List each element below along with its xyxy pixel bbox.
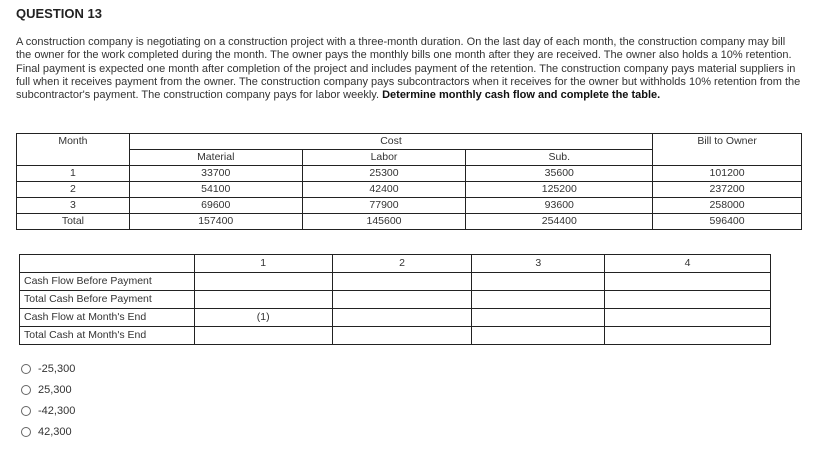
- table-cell: [194, 291, 332, 309]
- header-cost: Cost: [129, 134, 652, 150]
- table-cell: [472, 327, 605, 345]
- header-col-1: 1: [194, 255, 332, 273]
- table-row: [20, 291, 771, 309]
- cell-bill: 237200: [653, 182, 802, 198]
- cell-sub: 254400: [466, 214, 653, 230]
- cash-flow-table: [19, 254, 771, 345]
- cell-sub: 125200: [466, 182, 653, 198]
- answer-option[interactable]: [21, 358, 75, 379]
- header-col-2: 2: [332, 255, 472, 273]
- radio-button-icon[interactable]: [21, 364, 31, 374]
- answer-option-label[interactable]: -25,300: [38, 362, 76, 375]
- answer-option-label[interactable]: 25,300: [38, 383, 72, 396]
- radio-button-icon[interactable]: [21, 385, 31, 395]
- cell-month: Total: [17, 214, 130, 230]
- row-label: Cash Flow at Month's End: [20, 309, 195, 327]
- table-cell: [472, 273, 605, 291]
- table-cell: [472, 291, 605, 309]
- cell-material: 54100: [129, 182, 302, 198]
- table-row: [20, 309, 771, 327]
- cell-month: 2: [17, 182, 130, 198]
- header-labor: Labor: [302, 150, 466, 166]
- radio-button-icon[interactable]: [21, 406, 31, 416]
- header-sub: Sub.: [466, 150, 653, 166]
- question-instruction: Determine monthly cash flow and complete the table.: [382, 89, 661, 102]
- table-cell-blank-1: (1): [194, 309, 332, 327]
- header-month: Month: [17, 134, 130, 166]
- table-cell: [194, 273, 332, 291]
- question-title: QUESTION 13: [16, 6, 102, 21]
- row-label: Cash Flow Before Payment: [20, 273, 195, 291]
- cell-labor: 42400: [302, 182, 466, 198]
- answer-options: [21, 358, 75, 442]
- answer-option-label[interactable]: 42,300: [38, 425, 72, 438]
- table-cell: [605, 273, 771, 291]
- table-row: [17, 198, 802, 214]
- table-cell: [332, 273, 472, 291]
- cell-labor: 77900: [302, 198, 466, 214]
- cell-month: 1: [17, 166, 130, 182]
- header-material: Material: [129, 150, 302, 166]
- table-row: [17, 182, 802, 198]
- header-col-3: 3: [472, 255, 605, 273]
- table-cell: [605, 291, 771, 309]
- answer-option[interactable]: [21, 400, 75, 421]
- table-cell: [472, 309, 605, 327]
- cell-material: 157400: [129, 214, 302, 230]
- answer-option[interactable]: [21, 421, 75, 442]
- header-empty: [20, 255, 195, 273]
- row-label: Total Cash at Month's End: [20, 327, 195, 345]
- cell-bill: 596400: [653, 214, 802, 230]
- table-row: [17, 166, 802, 182]
- table-row-total: [17, 214, 802, 230]
- table-cell: [605, 327, 771, 345]
- table-cell: [332, 291, 472, 309]
- cost-table-header-row: [17, 134, 802, 150]
- cell-material: 69600: [129, 198, 302, 214]
- table-row: [20, 327, 771, 345]
- answer-option-label[interactable]: -42,300: [38, 404, 76, 417]
- table-cell: [332, 327, 472, 345]
- cell-month: 3: [17, 198, 130, 214]
- cell-labor: 145600: [302, 214, 466, 230]
- cash-table-header-row: [20, 255, 771, 273]
- question-body: A construction company is negotiating on a construction project with a three-month duration. On the last day of each month, the construction company may bill the owner for the work completed during the month. The owner pays the monthly bills one month after they are received. The owner also holds a 10% retention. Final payment is expected one month after completion of the project and includes payment of the retention. The construction company pays material suppliers in full when it receives payment from the owner. The construction company pays subcontractors when it receives for the owner but withholds 10% retention from the subcontractor's payment. The construction company pays for labor weekly.: [16, 36, 801, 102]
- question-text: [16, 36, 802, 102]
- table-row: [20, 273, 771, 291]
- table-cell: [605, 309, 771, 327]
- cell-bill: 258000: [653, 198, 802, 214]
- table-cell: [194, 327, 332, 345]
- cell-sub: 35600: [466, 166, 653, 182]
- cell-material: 33700: [129, 166, 302, 182]
- cell-bill: 101200: [653, 166, 802, 182]
- cell-labor: 25300: [302, 166, 466, 182]
- row-label: Total Cash Before Payment: [20, 291, 195, 309]
- header-bill-to-owner: Bill to Owner: [653, 134, 802, 166]
- answer-option[interactable]: [21, 379, 75, 400]
- cell-sub: 93600: [466, 198, 653, 214]
- radio-button-icon[interactable]: [21, 427, 31, 437]
- header-col-4: 4: [605, 255, 771, 273]
- cost-table: [16, 133, 802, 230]
- table-cell: [332, 309, 472, 327]
